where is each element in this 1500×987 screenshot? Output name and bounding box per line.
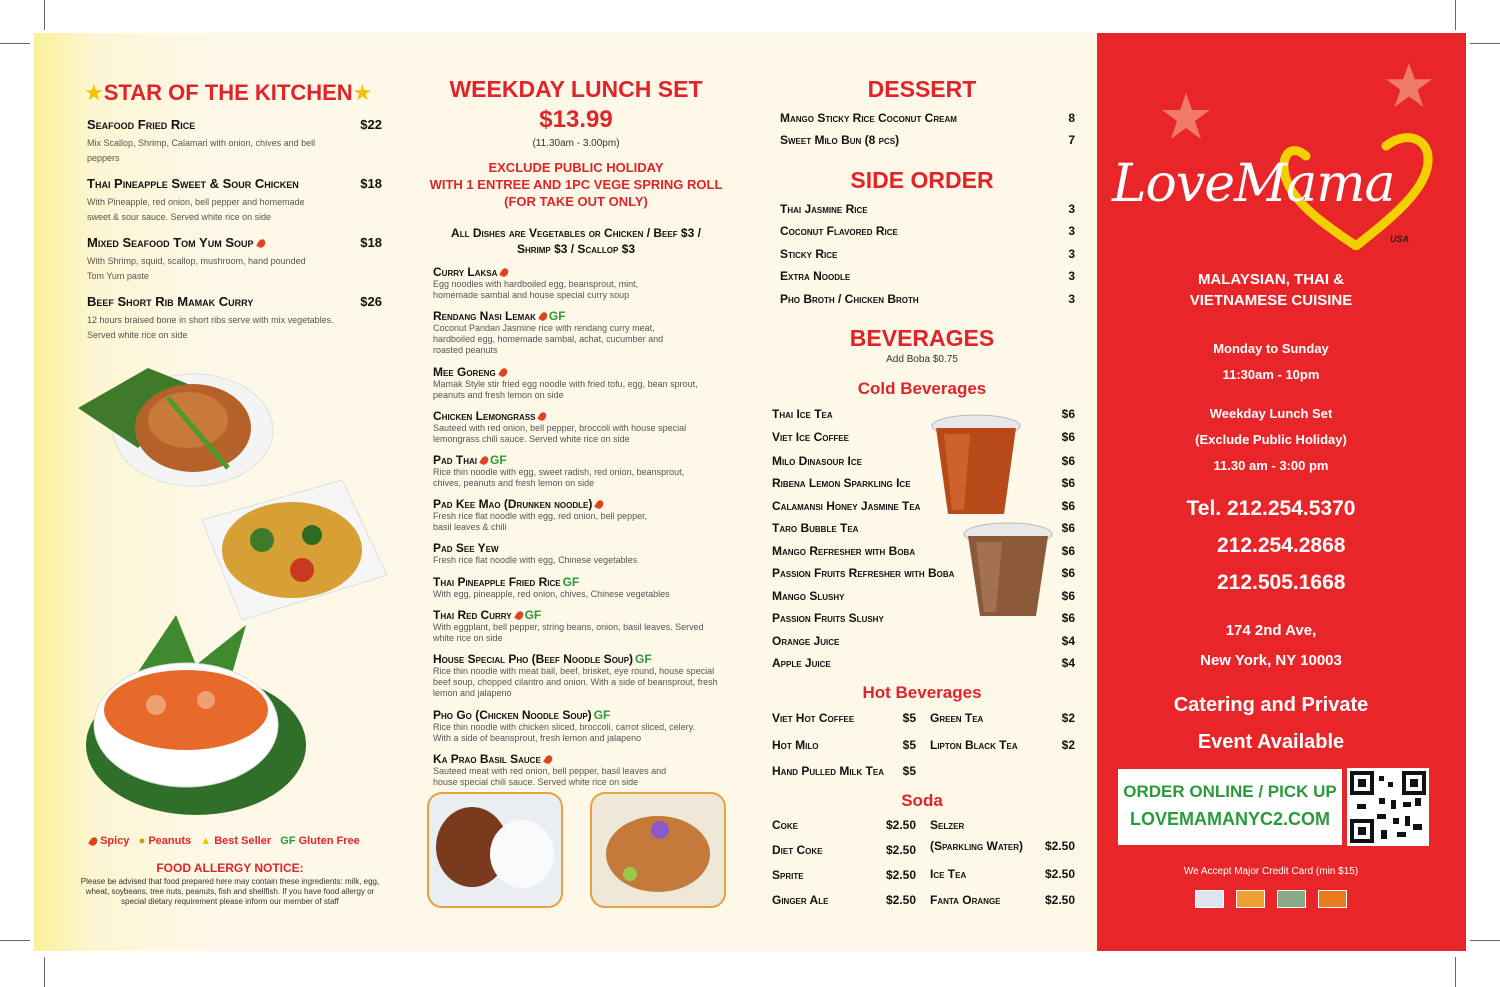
cold-price: $6 — [1061, 407, 1075, 421]
item-name — [433, 409, 733, 423]
chili-icon — [88, 835, 99, 846]
dessert-title: DESSERT — [867, 76, 977, 102]
hot-price: $2 — [1061, 738, 1075, 752]
item-desc: Sauteed with red onion, bell pepper, broccoli with house special lemongrass chili sauce. Served white rice on side — [433, 423, 687, 444]
dessert-price: 8 — [1068, 111, 1075, 125]
star-icon: ★ — [84, 80, 104, 105]
item-desc: Mix Scallop, Shrimp, Calamari with onion, chives and bell peppers — [87, 138, 316, 163]
cuisine-line: VIETNAMESE CUISINE — [1189, 292, 1353, 309]
lunch-item — [433, 608, 733, 644]
cold-item: Milo Dinasour Ice — [772, 454, 862, 468]
item-desc: With Shrimp, squid, scallop, mushroom, hand pounded Tom Yum paste — [87, 256, 306, 281]
catering-line: Catering and Private — [1173, 694, 1369, 716]
soda-price: $2.50 — [885, 818, 916, 832]
soda-price: $2.50 — [1044, 839, 1075, 853]
soda-item: Ginger Ale — [772, 893, 829, 907]
cold-item: Ribena Lemon Sparkling Ice — [772, 476, 911, 490]
item-desc: Rice thin noodle with egg, sweet radish, red onion, beansprout, chives, peanuts and fresh lemon on side — [433, 467, 685, 488]
soda-price: $2.50 — [885, 868, 916, 882]
beverages-title: BEVERAGES — [849, 325, 995, 351]
side-price: 3 — [1068, 247, 1075, 261]
lunch-item — [433, 265, 733, 301]
logo-text: LoveMama — [1112, 154, 1395, 214]
crop-mark — [0, 43, 30, 44]
chili-icon — [595, 499, 606, 510]
lunch-notice: EXCLUDE PUBLIC HOLIDAY — [488, 160, 664, 175]
item-name: Beef Short Rib Mamak Curry — [87, 294, 254, 309]
cold-price: $6 — [1061, 499, 1075, 513]
item-price: $18 — [360, 235, 382, 250]
soda-item: Sprite — [772, 868, 804, 882]
soda-item: Ice Tea — [930, 867, 967, 881]
cold-item: Taro Bubble Tea — [772, 521, 859, 535]
hot-price: $5 — [902, 711, 916, 725]
address-line: New York, NY 10003 — [1200, 652, 1342, 669]
crop-mark — [0, 940, 30, 941]
legend-gluten-free: Gluten Free — [298, 835, 360, 847]
item-desc: Mamak Style stir fried egg noodle with fried tofu, egg, bean sprout, peanuts and fresh lemon on side — [433, 379, 698, 400]
phone-number[interactable]: Tel. 212.254.5370 — [1186, 497, 1356, 520]
crop-mark — [44, 957, 45, 987]
menu-item — [87, 235, 382, 284]
item-name-text: Curry Laksa — [433, 265, 498, 279]
item-desc: With Pineapple, red onion, bell pepper and homemade sweet & sour sauce. Served white rice on side — [87, 197, 305, 222]
food-photo-pad-thai — [590, 792, 726, 908]
item-desc: Rice thin noodle with meat ball, beef, brisket, eye round, house special beef soup, chopped cilantro and onion. With a side of beansprout, fresh lemon and jalapeno — [433, 666, 718, 698]
lunch-hours: (11.30am - 3.00pm) — [532, 138, 620, 149]
lunch-item — [433, 541, 733, 566]
item-name-text: Thai Pineapple Fried Rice — [433, 575, 561, 589]
hot-beverages-title: Hot Beverages — [862, 683, 982, 702]
cold-item: Apple Juice — [772, 656, 831, 670]
cold-item: Mango Refresher with Boba — [772, 544, 916, 558]
lunch-options: Shrimp $3 / Scallop $3 — [516, 242, 636, 256]
gluten-free-badge: GF — [490, 453, 507, 467]
item-name — [433, 708, 733, 722]
soda-item: Diet Coke — [772, 843, 823, 857]
cold-item: Orange Juice — [772, 634, 840, 648]
visa-card-icon — [1195, 890, 1224, 908]
lunch-notice: WITH 1 ENTREE AND 1PC VEGE SPRING ROLL — [429, 177, 723, 192]
side-order-title: SIDE ORDER — [850, 167, 994, 193]
dessert-item: Sweet Milo Bun (8 pcs) — [780, 133, 900, 147]
cold-item: Thai Ice Tea — [772, 407, 833, 421]
side-price: 3 — [1068, 269, 1075, 283]
hot-price: $5 — [902, 738, 916, 752]
discover-card-icon — [1318, 890, 1347, 908]
order-online-url[interactable]: LOVEMAMANYC2.COM — [1129, 809, 1330, 829]
qr-code-icon[interactable] — [1347, 768, 1429, 846]
cold-price: $6 — [1061, 544, 1075, 558]
item-name: Thai Pineapple Sweet & Sour Chicken — [87, 176, 299, 191]
phone-number[interactable]: 212.254.2868 — [1217, 534, 1346, 557]
item-name-text: Pad Kee Mao (Drunken noodle) — [433, 497, 593, 511]
hot-price: $2 — [1061, 711, 1075, 725]
lunch-price: $13.99 — [539, 106, 613, 133]
payment-cards — [1097, 890, 1445, 913]
item-name-text: Pho Go (Chicken Noodle Soup) — [433, 708, 592, 722]
cold-beverages-title: Cold Beverages — [857, 379, 987, 398]
item-desc: 12 hours braised bone in short ribs serve with mix vegetables. Served white rice on side — [87, 315, 334, 340]
soda-price: $2.50 — [1044, 893, 1075, 907]
cold-price: $6 — [1061, 454, 1075, 468]
cold-price: $6 — [1061, 611, 1075, 625]
chili-icon — [500, 267, 511, 278]
item-desc: Rice thin noodle with chicken sliced, broccoli, carrot sliced, celery. With a side of beansprout, fresh lemon and jalapeno — [433, 722, 695, 743]
allergy-title: FOOD ALLERGY NOTICE: — [156, 861, 304, 875]
lunch-item — [433, 708, 733, 744]
side-price: 3 — [1068, 292, 1075, 306]
item-name-text: Mixed Seafood Tom Yum Soup — [87, 235, 254, 250]
chili-icon — [256, 238, 267, 249]
cold-item: Viet Ice Coffee — [772, 430, 849, 444]
legend-gf-mark: GF — [280, 835, 296, 847]
chili-icon — [514, 610, 525, 621]
gluten-free-badge: GF — [562, 575, 580, 589]
thumbs-up-icon: ▲ — [200, 835, 212, 847]
item-desc: Coconut Pandan Jasmine rice with rendang curry meat, hardboiled egg, homemade sambal, achat, cucumber and roasted peanuts — [433, 323, 664, 355]
item-name — [433, 309, 733, 323]
side-price: 3 — [1068, 224, 1075, 238]
star-kitchen-heading — [84, 80, 384, 106]
credit-card-note: We Accept Major Credit Card (min $15) — [1183, 866, 1359, 877]
soda-price: $2.50 — [1044, 867, 1075, 881]
star-kitchen-title: STAR OF THE KITCHEN — [103, 80, 353, 105]
lunch-options: All Dishes are Vegetables or Chicken / Beef $3 / — [451, 226, 701, 240]
side-item: Sticky Rice — [780, 247, 838, 261]
lunch-item — [433, 409, 733, 445]
lunch-item — [433, 365, 733, 401]
boba-note: Add Boba $0.75 — [886, 354, 958, 365]
soda-price: $2.50 — [885, 843, 916, 857]
cold-price: $4 — [1061, 656, 1075, 670]
chili-icon — [498, 367, 509, 378]
menu-item — [87, 176, 382, 225]
lunch-item — [433, 497, 733, 533]
item-desc: With egg, pineapple, red onion, chives, Chinese vegetables — [433, 589, 670, 599]
item-name: Seafood Fried Rice — [87, 117, 196, 132]
side-item: Coconut Flavored Rice — [780, 224, 898, 238]
cold-item: Passion Fruits Refresher with Boba — [772, 566, 955, 580]
item-name — [433, 608, 733, 622]
opening-days: Monday to Sunday — [1213, 341, 1329, 356]
side-item: Pho Broth / Chicken Broth — [780, 292, 919, 306]
catering-line: Event Available — [1197, 731, 1345, 753]
item-name — [433, 652, 733, 666]
lunch-notice: (FOR TAKE OUT ONLY) — [504, 194, 648, 209]
soda-price: $2.50 — [885, 893, 916, 907]
dessert-price: 7 — [1068, 133, 1075, 147]
side-item: Extra Noodle — [780, 269, 851, 283]
item-name — [87, 235, 382, 250]
item-price: $22 — [360, 117, 382, 132]
hot-item: Lipton Black Tea — [930, 738, 1018, 752]
food-photo-noodles — [78, 358, 278, 493]
chili-icon — [538, 411, 549, 422]
lunch-info: (Exclude Public Holiday) — [1195, 432, 1347, 447]
star-icon — [1162, 93, 1210, 139]
mastercard-icon — [1236, 890, 1265, 908]
gluten-free-badge: GF — [635, 652, 652, 666]
lunch-item — [433, 309, 733, 356]
soda-item: Coke — [772, 818, 799, 832]
cold-item: Passion Fruits Slushy — [772, 611, 884, 625]
item-desc: With eggplant, bell pepper, string beans, onion, basil leaves. Served white rice on side — [433, 622, 704, 643]
item-name — [433, 453, 733, 467]
cuisine-line: MALAYSIAN, THAI & — [1197, 271, 1345, 288]
cold-price: $6 — [1061, 430, 1075, 444]
cold-price: $6 — [1061, 589, 1075, 603]
food-photo-tom-yum — [76, 615, 316, 820]
cold-item: Mango Slushy — [772, 589, 845, 603]
food-photo-curry — [192, 480, 392, 620]
crop-mark — [1455, 957, 1456, 987]
lunch-info: Weekday Lunch Set — [1209, 406, 1333, 421]
phone-number[interactable]: 212.505.1668 — [1217, 571, 1346, 594]
lunch-title: WEEKDAY LUNCH SET — [449, 76, 703, 102]
item-desc: Fresh rice flat noodle with egg, Chinese vegetables — [433, 555, 638, 565]
item-name — [433, 365, 733, 379]
amex-card-icon — [1277, 890, 1306, 908]
legend-spicy: Spicy — [100, 835, 130, 847]
hot-item: Hand Pulled Milk Tea — [772, 764, 884, 778]
gluten-free-badge: GF — [524, 608, 542, 622]
lunch-item — [433, 575, 733, 600]
chili-icon — [543, 754, 554, 765]
soda-item: (Sparkling Water) — [930, 839, 1024, 853]
food-photo-rice-meat — [427, 792, 563, 908]
item-desc: Egg noodles with hardboiled egg, beansprout, mint, homemade sambal and house special curry soup — [433, 279, 639, 300]
item-name-text: Ka Prao Basil Sauce — [433, 752, 541, 766]
lunch-info: 11.30 am - 3:00 pm — [1213, 458, 1329, 473]
lunch-item — [433, 453, 733, 489]
side-item: Thai Jasmine Rice — [780, 202, 868, 216]
item-name — [433, 265, 733, 279]
drink-photo-thai-tea — [930, 414, 1022, 518]
soda-item: Fanta Orange — [930, 893, 1001, 907]
item-name-text: Mee Goreng — [433, 365, 496, 379]
item-name-text: Pad Thai — [433, 453, 477, 467]
item-name — [433, 575, 733, 589]
cold-item: Calamansi Honey Jasmine Tea — [772, 499, 921, 513]
cold-price: $6 — [1061, 476, 1075, 490]
lunch-item — [433, 752, 733, 788]
order-online-box[interactable] — [1118, 769, 1342, 845]
crop-mark — [1455, 0, 1456, 30]
item-desc: Sauteed meat with red onion, bell pepper, basil leaves and house special chili sauce. Served white rice on side — [433, 766, 667, 787]
menu-item — [87, 294, 382, 343]
item-name: Pad See Yew — [433, 541, 499, 555]
drink-photo-milk-tea — [962, 522, 1054, 620]
legend — [86, 835, 386, 847]
hot-item: Hot Milo — [772, 738, 819, 752]
soda-title: Soda — [901, 791, 943, 810]
item-name — [433, 752, 733, 766]
dessert-item: Mango Sticky Rice Coconut Cream — [780, 111, 957, 125]
item-name — [433, 497, 733, 511]
cold-price: $4 — [1061, 634, 1075, 648]
hot-item: Green Tea — [930, 711, 984, 725]
legend-peanuts: Peanuts — [148, 835, 192, 847]
cold-price: $6 — [1061, 566, 1075, 580]
item-name-text: House Special Pho (Beef Noodle Soup) — [433, 652, 634, 666]
gluten-free-badge: GF — [548, 309, 566, 323]
hot-item: Viet Hot Coffee — [772, 711, 855, 725]
crop-mark — [1470, 940, 1500, 941]
side-price: 3 — [1068, 202, 1075, 216]
peanut-icon: ● — [138, 835, 146, 847]
chili-icon — [538, 311, 549, 322]
item-name-text: Thai Red Curry — [433, 608, 512, 622]
chili-icon — [479, 455, 490, 466]
item-name-text: Chicken Lemongrass — [433, 409, 536, 423]
address-line: 174 2nd Ave, — [1225, 622, 1317, 639]
gluten-free-badge: GF — [593, 708, 611, 722]
crop-mark — [44, 0, 45, 30]
allergy-text: Please be advised that food prepared here may contain these ingredients: milk, egg, wheat, soybeans, tree nuts, peanuts, fish and shellfish. If you have food allergy or special dietary requirement please inform our member of staff — [80, 877, 380, 906]
hot-price: $5 — [902, 764, 916, 778]
order-online-label: ORDER ONLINE / PICK UP — [1123, 782, 1337, 801]
legend-best-seller: Best Seller — [214, 835, 272, 847]
opening-hours: 11:30am - 10pm — [1222, 367, 1320, 382]
star-icon: ★ — [352, 80, 373, 105]
star-icon — [1386, 63, 1432, 107]
cold-price: $6 — [1061, 521, 1075, 535]
item-price: $26 — [360, 294, 382, 309]
item-name-text: Rendang Nasi Lemak — [433, 309, 536, 323]
item-price: $18 — [360, 176, 382, 191]
soda-item: Selzer — [930, 818, 965, 832]
crop-mark — [1470, 43, 1500, 44]
item-desc: Fresh rice flat noodle with egg, red onion, bell pepper, basil leaves & chili — [433, 511, 648, 532]
logo-subtext: USA — [1390, 234, 1410, 244]
menu-item — [87, 117, 382, 166]
lunch-item — [433, 652, 733, 699]
